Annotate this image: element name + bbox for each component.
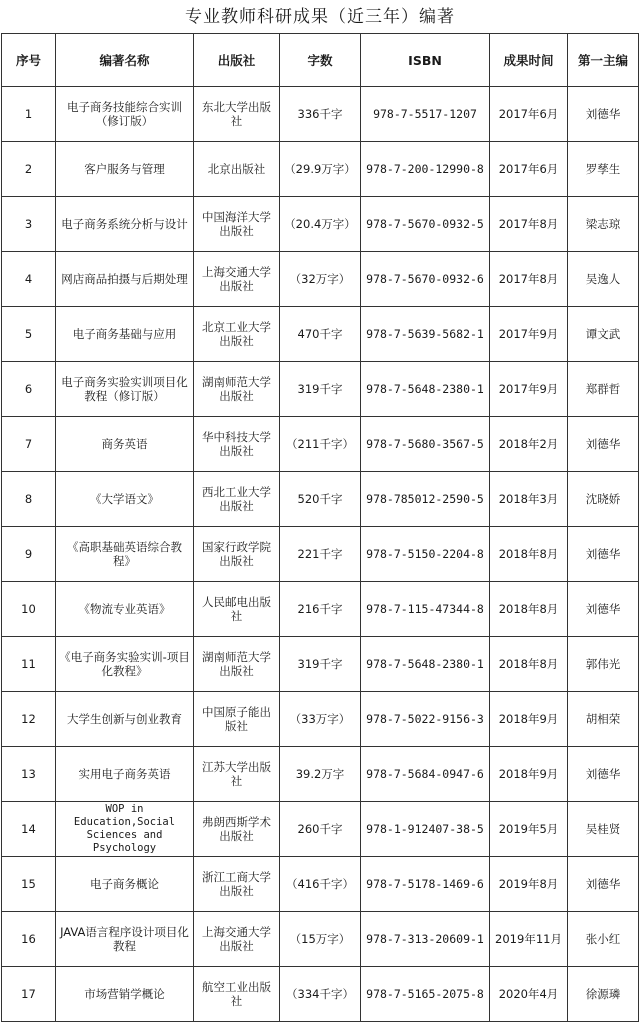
table-row xyxy=(2,472,639,527)
table-row xyxy=(2,527,639,582)
cell-name: 电子商务概论 xyxy=(56,857,194,912)
cell-date: 2020年4月 xyxy=(490,967,568,1022)
publications-table xyxy=(1,33,639,1022)
cell-publisher: 湖南师范大学出版社 xyxy=(194,362,280,417)
cell-no: 8 xyxy=(2,472,56,527)
table-row xyxy=(2,417,639,472)
cell-name: 网店商品拍摄与后期处理 xyxy=(56,252,194,307)
cell-words: 216千字 xyxy=(280,582,361,637)
cell-publisher: 航空工业出版社 xyxy=(194,967,280,1022)
cell-publisher: 北京工业大学出版社 xyxy=(194,307,280,362)
cell-author: 吴桂贤 xyxy=(568,802,639,857)
cell-author: 刘德华 xyxy=(568,527,639,582)
cell-no: 9 xyxy=(2,527,56,582)
cell-name: 实用电子商务英语 xyxy=(56,747,194,802)
cell-isbn: 978-7-5648-2380-1 xyxy=(361,362,490,417)
cell-words: （33万字） xyxy=(280,692,361,747)
cell-publisher: 江苏大学出版社 xyxy=(194,747,280,802)
cell-date: 2017年9月 xyxy=(490,307,568,362)
cell-isbn: 978-7-5680-3567-5 xyxy=(361,417,490,472)
table-row xyxy=(2,142,639,197)
cell-no: 11 xyxy=(2,637,56,692)
cell-isbn: 978-7-5648-2380-1 xyxy=(361,637,490,692)
cell-words: （32万字） xyxy=(280,252,361,307)
cell-words: （29.9万字） xyxy=(280,142,361,197)
cell-words: 336千字 xyxy=(280,87,361,142)
page-title: 专业教师科研成果（近三年）编著 xyxy=(185,7,455,27)
cell-no: 3 xyxy=(2,197,56,252)
cell-date: 2019年11月 xyxy=(490,912,568,967)
header-words: 字数 xyxy=(280,34,361,87)
cell-no: 15 xyxy=(2,857,56,912)
cell-isbn: 978-7-5670-0932-5 xyxy=(361,197,490,252)
cell-author: 梁志琼 xyxy=(568,197,639,252)
cell-isbn: 978-7-200-12990-8 xyxy=(361,142,490,197)
table-row xyxy=(2,692,639,747)
header-row xyxy=(2,34,639,87)
cell-words: （20.4万字） xyxy=(280,197,361,252)
table-row xyxy=(2,362,639,417)
table-row xyxy=(2,87,639,142)
cell-words: 319千字 xyxy=(280,362,361,417)
header-author: 第一主编 xyxy=(568,34,639,87)
table-row xyxy=(2,857,639,912)
cell-date: 2018年9月 xyxy=(490,692,568,747)
cell-words: 319千字 xyxy=(280,637,361,692)
cell-name: 商务英语 xyxy=(56,417,194,472)
cell-author: 刘德华 xyxy=(568,582,639,637)
cell-publisher: 东北大学出版社 xyxy=(194,87,280,142)
table-row xyxy=(2,802,639,857)
cell-words: （15万字） xyxy=(280,912,361,967)
cell-name: 客户服务与管理 xyxy=(56,142,194,197)
cell-no: 5 xyxy=(2,307,56,362)
cell-name: 电子商务技能综合实训（修订版） xyxy=(56,87,194,142)
table-row xyxy=(2,307,639,362)
cell-name: 大学生创新与创业教育 xyxy=(56,692,194,747)
cell-words: （416千字） xyxy=(280,857,361,912)
cell-date: 2018年3月 xyxy=(490,472,568,527)
cell-isbn: 978-7-5165-2075-8 xyxy=(361,967,490,1022)
cell-isbn: 978-7-5517-1207 xyxy=(361,87,490,142)
cell-words: 260千字 xyxy=(280,802,361,857)
cell-author: 沈晓娇 xyxy=(568,472,639,527)
cell-publisher: 华中科技大学出版社 xyxy=(194,417,280,472)
table-row xyxy=(2,252,639,307)
cell-words: （334千字） xyxy=(280,967,361,1022)
cell-author: 胡相荣 xyxy=(568,692,639,747)
cell-name: 《高职基础英语综合教程》 xyxy=(56,527,194,582)
cell-isbn: 978-7-115-47344-8 xyxy=(361,582,490,637)
header-no: 序号 xyxy=(2,34,56,87)
cell-author: 吴逸人 xyxy=(568,252,639,307)
cell-isbn: 978-7-5178-1469-6 xyxy=(361,857,490,912)
cell-date: 2019年8月 xyxy=(490,857,568,912)
header-name: 编著名称 xyxy=(56,34,194,87)
cell-publisher: 中国海洋大学出版社 xyxy=(194,197,280,252)
cell-no: 7 xyxy=(2,417,56,472)
cell-isbn: 978-7-313-20609-1 xyxy=(361,912,490,967)
cell-no: 16 xyxy=(2,912,56,967)
cell-name: 《大学语文》 xyxy=(56,472,194,527)
cell-words: 470千字 xyxy=(280,307,361,362)
cell-isbn: 978-7-5150-2204-8 xyxy=(361,527,490,582)
cell-name: 电子商务实验实训项目化教程（修订版） xyxy=(56,362,194,417)
cell-words: 221千字 xyxy=(280,527,361,582)
cell-author: 郭伟光 xyxy=(568,637,639,692)
cell-date: 2018年8月 xyxy=(490,582,568,637)
cell-publisher: 上海交通大学出版社 xyxy=(194,912,280,967)
cell-date: 2017年9月 xyxy=(490,362,568,417)
cell-isbn: 978-7-5022-9156-3 xyxy=(361,692,490,747)
cell-isbn: 978-7-5670-0932-6 xyxy=(361,252,490,307)
cell-isbn: 978-7-5684-0947-6 xyxy=(361,747,490,802)
cell-date: 2018年8月 xyxy=(490,637,568,692)
table-row xyxy=(2,197,639,252)
cell-author: 刘德华 xyxy=(568,417,639,472)
cell-name: 电子商务基础与应用 xyxy=(56,307,194,362)
cell-isbn: 978-7-5639-5682-1 xyxy=(361,307,490,362)
cell-date: 2017年8月 xyxy=(490,197,568,252)
cell-author: 郑群哲 xyxy=(568,362,639,417)
cell-date: 2019年5月 xyxy=(490,802,568,857)
cell-publisher: 湖南师范大学出版社 xyxy=(194,637,280,692)
cell-no: 4 xyxy=(2,252,56,307)
header-publisher: 出版社 xyxy=(194,34,280,87)
cell-no: 6 xyxy=(2,362,56,417)
cell-publisher: 人民邮电出版社 xyxy=(194,582,280,637)
table-row xyxy=(2,912,639,967)
cell-author: 刘德华 xyxy=(568,857,639,912)
cell-no: 12 xyxy=(2,692,56,747)
cell-words: 520千字 xyxy=(280,472,361,527)
table-row xyxy=(2,582,639,637)
header-isbn: ISBN xyxy=(361,34,490,87)
cell-date: 2018年2月 xyxy=(490,417,568,472)
cell-isbn: 978-1-912407-38-5 xyxy=(361,802,490,857)
cell-author: 刘德华 xyxy=(568,747,639,802)
cell-author: 徐源璘 xyxy=(568,967,639,1022)
cell-date: 2017年6月 xyxy=(490,87,568,142)
cell-name: 《电子商务实验实训-项目化教程》 xyxy=(56,637,194,692)
cell-author: 谭文武 xyxy=(568,307,639,362)
cell-author: 罗孳生 xyxy=(568,142,639,197)
cell-no: 1 xyxy=(2,87,56,142)
cell-no: 10 xyxy=(2,582,56,637)
cell-date: 2018年9月 xyxy=(490,747,568,802)
cell-name: 《物流专业英语》 xyxy=(56,582,194,637)
cell-isbn: 978-785012-2590-5 xyxy=(361,472,490,527)
cell-name: 电子商务系统分析与设计 xyxy=(56,197,194,252)
cell-publisher: 上海交通大学出版社 xyxy=(194,252,280,307)
table-row xyxy=(2,747,639,802)
cell-name: WOP in Education,Social Sciences and Psychology xyxy=(56,802,194,857)
cell-no: 2 xyxy=(2,142,56,197)
cell-author: 刘德华 xyxy=(568,87,639,142)
cell-publisher: 浙江工商大学出版社 xyxy=(194,857,280,912)
cell-publisher: 西北工业大学出版社 xyxy=(194,472,280,527)
cell-no: 14 xyxy=(2,802,56,857)
cell-date: 2018年8月 xyxy=(490,527,568,582)
cell-words: （211千字） xyxy=(280,417,361,472)
header-date: 成果时间 xyxy=(490,34,568,87)
cell-publisher: 国家行政学院出版社 xyxy=(194,527,280,582)
table-row xyxy=(2,637,639,692)
cell-no: 17 xyxy=(2,967,56,1022)
cell-no: 13 xyxy=(2,747,56,802)
cell-date: 2017年8月 xyxy=(490,252,568,307)
cell-name: 市场营销学概论 xyxy=(56,967,194,1022)
cell-publisher: 中国原子能出版社 xyxy=(194,692,280,747)
cell-name: JAVA语言程序设计项目化教程 xyxy=(56,912,194,967)
cell-date: 2017年6月 xyxy=(490,142,568,197)
cell-words: 39.2万字 xyxy=(280,747,361,802)
cell-publisher: 北京出版社 xyxy=(194,142,280,197)
cell-author: 张小红 xyxy=(568,912,639,967)
table-row xyxy=(2,967,639,1022)
cell-publisher: 弗朗西斯学术出版社 xyxy=(194,802,280,857)
